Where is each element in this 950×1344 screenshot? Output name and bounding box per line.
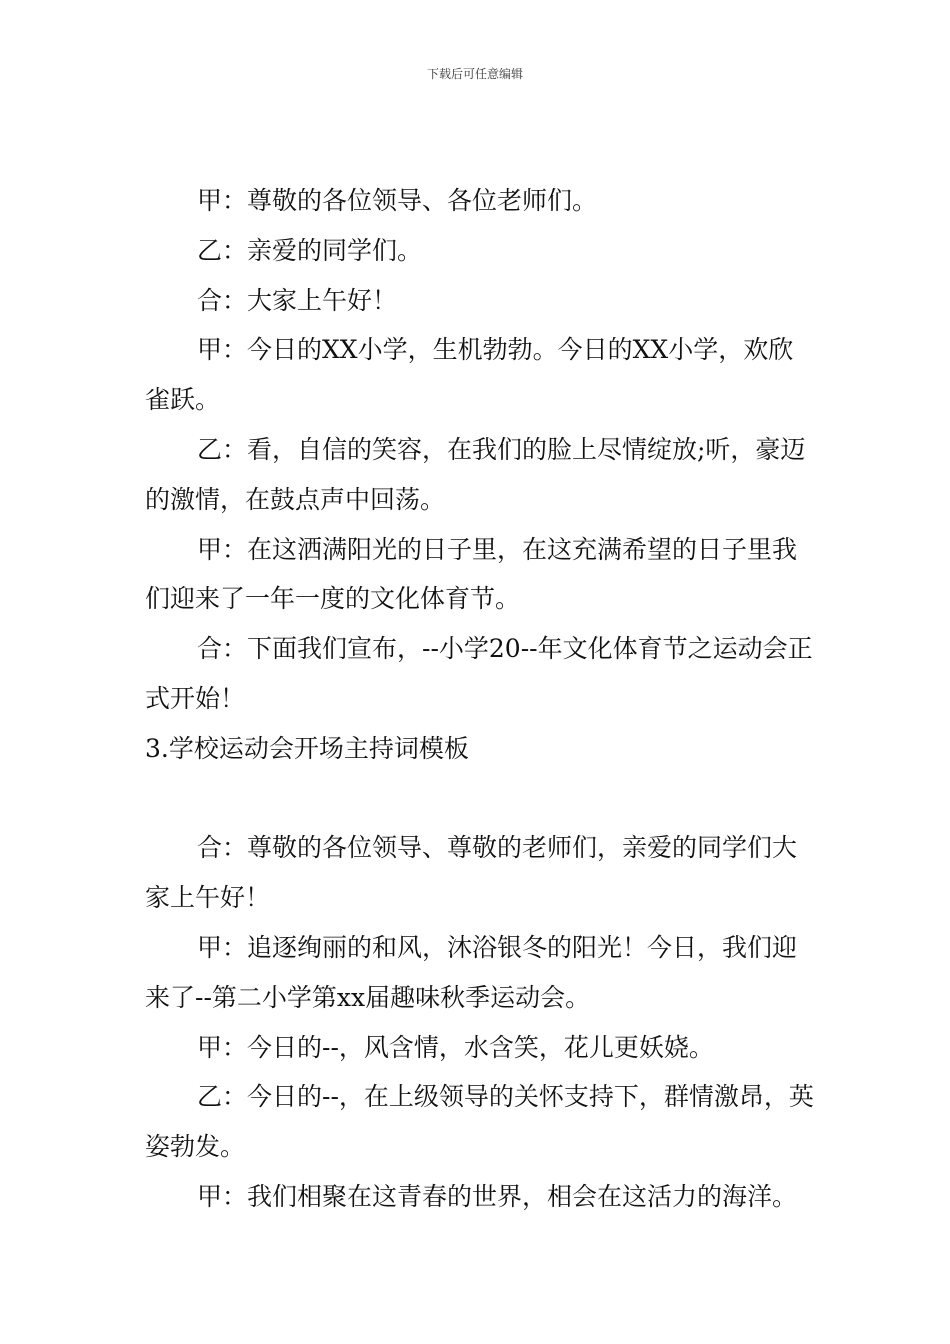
paragraph: 合：大家上午好！ — [197, 285, 398, 315]
section-heading: 3.学校运动会开场主持词模板 — [145, 733, 469, 763]
paragraph: 合：尊敬的各位领导、尊敬的老师们，亲爱的同学们大家上午好！ — [145, 833, 798, 913]
document-body — [145, 176, 815, 1222]
paragraph: 乙：看，自信的笑容，在我们的脸上尽情绽放;听，豪迈的激情，在鼓点声中回荡。 — [145, 434, 806, 514]
paragraph: 甲：在这洒满阳光的日子里，在这充满希望的日子里我们迎来了一年一度的文化体育节。 — [145, 534, 798, 614]
paragraph: 甲：今日的XX小学，生机勃勃。今日的XX小学，欢欣雀跃。 — [145, 335, 794, 415]
paragraph: 甲：尊敬的各位领导、各位老师们。 — [197, 186, 598, 215]
paragraph: 甲：追逐绚丽的和风，沐浴银冬的阳光！今日，我们迎来了--第二小学第xx届趣味秋季运动会。 — [145, 932, 798, 1012]
paragraph: 甲：今日的--，风含情，水含笑，花儿更妖娆。 — [197, 1032, 714, 1062]
blank-line — [145, 774, 815, 824]
paragraph: 甲：我们相聚在这青春的世界，相会在这活力的海洋。 — [197, 1181, 798, 1211]
paragraph: 乙：今日的--，在上级领导的关怀支持下，群情激昂，英姿勃发。 — [145, 1082, 814, 1162]
paragraph: 合：下面我们宣布，--小学20--年文化体育节之运动会正式开始！ — [145, 634, 813, 713]
page-header: 下载后可任意编辑 — [426, 67, 523, 81]
paragraph: 乙：亲爱的同学们。 — [197, 235, 423, 265]
